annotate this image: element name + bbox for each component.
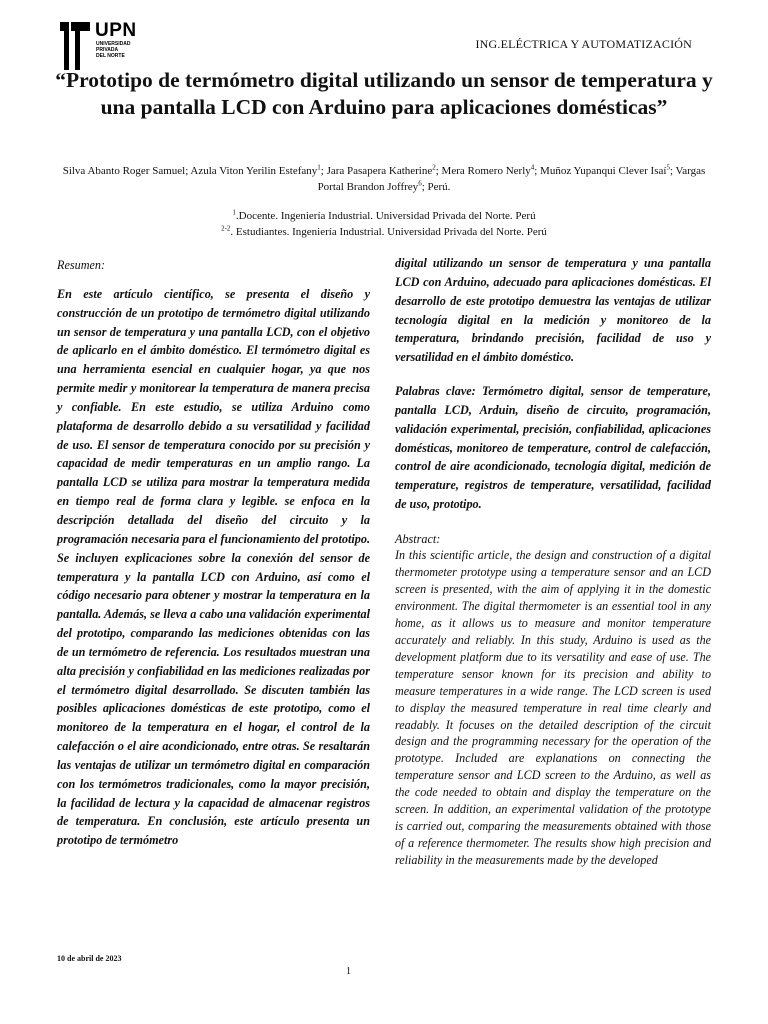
keywords-text: Termómetro digital, sensor de temperature, pantalla LCD, Arduin, diseño de circuito, programación, validación experimental, precisión, confiabilidad, aplicaciones domésticas, monitoreo de temperature, control de calefacción, control de aire acondicionado, tecnología digital, medición de temperature, registros de temperature, versatilidad, facilidad de uso, prototipo. — [395, 384, 711, 512]
paper-title: “Prototipo de termómetro digital utilizando un sensor de temperatura y una pantalla LCD con Arduino para aplicaciones domésticas” — [55, 68, 713, 119]
keywords — [395, 382, 711, 514]
author-list: Silva Abanto Roger Samuel; Azula Viton Yerilin Estefany$^1$; Jara Pasapera Katherine$^2$; Mera Romero Nerly$^4$; Muñoz Yupanqui Clever Isaí$^5$; Vargas Portal Brandon Joffrey$^6$; Perú. — [62, 163, 706, 193]
abstract-heading: Abstract: — [395, 531, 441, 546]
resumen-body-continued: digital utilizando un sensor de temperatura y una pantalla LCD con Arduino, adecuado para aplicaciones domésticas. El desarrollo de este prototipo demuestra las ventajas de utilizar tecnología digital en la medición y monitoreo de la temperatura, brindando precisión, facilidad de uso y versatilidad en el ámbito doméstico. — [395, 256, 711, 365]
upn-logo-mark-icon — [58, 22, 92, 70]
logo-text: UPN — [95, 20, 137, 41]
keywords-label: Palabras clave: — [395, 384, 476, 399]
right-column — [395, 254, 711, 869]
page-number: 1 — [346, 966, 351, 977]
upn-logo — [58, 22, 138, 72]
footer-date: 10 de abril de 2023 — [57, 954, 122, 963]
resumen-body: En este artículo científico, se presenta el diseño y construcción de un prototipo de termómetro digital utilizando un sensor de temperatura y una pantalla LCD, con el objetivo de aplicarlo en el ámbito doméstico. El termómetro digital es una herramienta esencial en cualquier hogar, ya que nos permite medir y monitorear la temperatura de manera precisa y confiable. En este estudio, se utiliza Arduino como plataforma de desarrollo debido a su versatilidad y facilidad de uso. El sensor de temperatura conocido por su precisión y capacidad de medir temperaturas en un amplio rango. La pantalla LCD se utiliza para mostrar la temperatura medida en tiempo real de forma clara y legible. se enfoca en la descripción detallada del diseño del circuito y la programación necesaria para el funcionamiento del prototipo. Se incluyen explicaciones sobre la conexión del sensor de temperatura y la pantalla LCD con Arduino, así como el código necesario para obtener y mostrar la temperatura en la pantalla. Además, se lleva a cabo una validación experimental del prototipo, comparando las mediciones obtenidas con las de un termómetro de referencia. Los resultados muestran una alta precisión y confiabilidad en las mediciones realizadas por el termómetro digital desarrollado. Se discuten también las posibles aplicaciones domésticas de este prototipo, como el monitoreo de la temperatura en el hogar, el control de la calefacción o el aire acondicionado, entre otras. Se resaltarán las ventajas de utilizar un termómetro digital en comparación con los termómetros tradicionales, como la mayor precisión, la facilidad de lectura y la capacidad de almacenar registros de temperatura. En conclusión, este artículo presenta un prototipo de termómetro — [57, 286, 370, 848]
resumen-heading: Resumen: — [57, 258, 106, 272]
affiliation-1: $^1$.Docente. Ingeniería Industrial. Universidad Privada del Norte. Perú — [232, 208, 536, 222]
logo-subtitle: UNIVERSIDAD PRIVADA DEL NORTE — [96, 41, 131, 59]
abstract-body: In this scientific article, the design and construction of a digital thermometer prototype using a temperature sensor and an LCD screen is presented, with the aim of applying it in the domestic environment. The digital thermometer is an essential tool in any home, as it allows us to measure and monitor temperature accurately and reliably. In this study, Arduino is used as the development platform due to its versatility and ease of use. The temperature sensor known for its precision and ability to measure temperatures in a wide range. The LCD screen is used to display the measured temperature in real time clearly and readably. It focuses on the detailed description of the circuit design and the programming necessary for the operation of the prototype. Included are explanations on connecting the temperature sensor and LCD screen to the Arduino, as well as the code needed to obtain and display the temperature on the screen. In addition, an experimental validation of the prototype is carried out, comparing the measurements obtained with those of a reference thermometer. The results show high precision and reliability in the measurements made by the developed — [395, 547, 711, 868]
affiliation-2: $^{2-2}$. Estudiantes. Ingeniería Industrial. Universidad Privada del Norte. Perú — [221, 224, 547, 238]
left-column — [57, 256, 370, 850]
faculty-header: ING.ELÉCTRICA Y AUTOMATIZACIÓN — [475, 37, 692, 51]
